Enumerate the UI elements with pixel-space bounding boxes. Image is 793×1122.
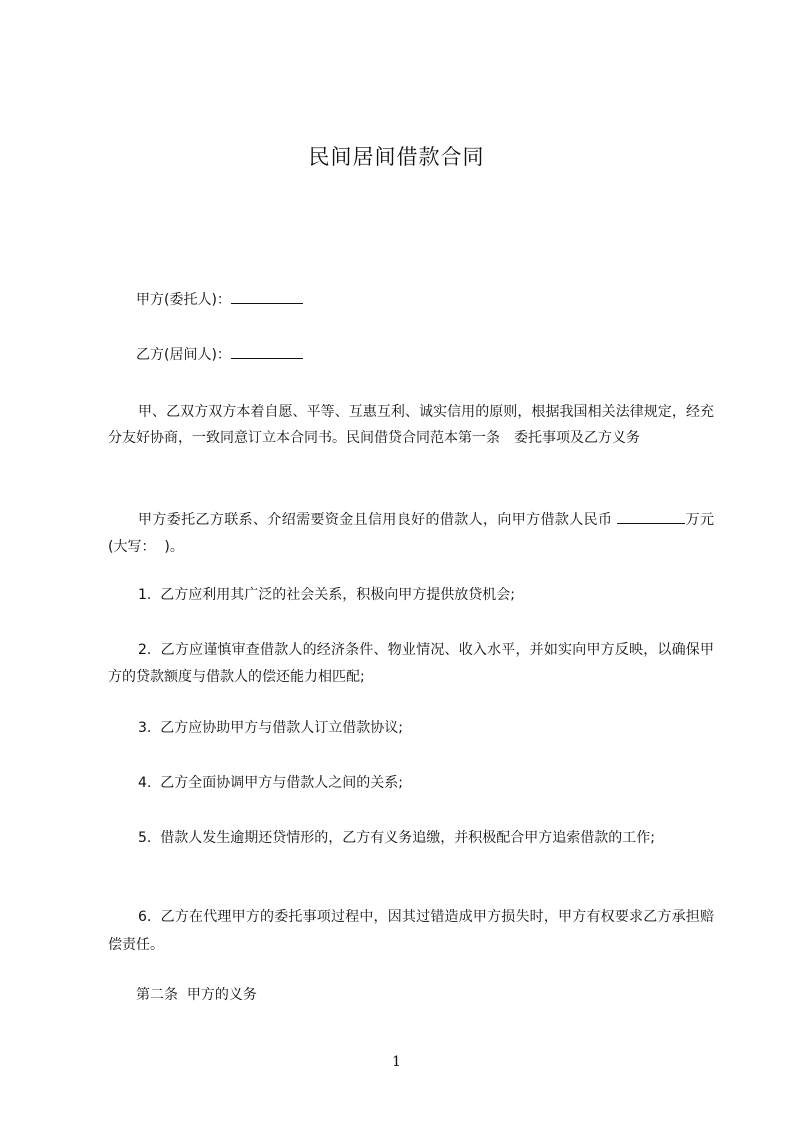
list-item: 4. 乙方全面协调甲方与借款人之间的关系; — [138, 775, 403, 791]
list-item: 3. 乙方应协助甲方与借款人订立借款协议; — [138, 720, 403, 736]
entrust-text-1: 甲方委托乙方联系、介绍需要资金且信用良好的借款人，向甲方借款人民币 — [138, 512, 618, 528]
list-item: 1. 乙方应利用其广泛的社会关系，积极向甲方提供放贷机会; — [138, 587, 515, 603]
intro-paragraph: 甲、乙双方双方本着自愿、平等、互惠互利、诚实信用的原则，根据我国相关法律规定，经充分友好协商，一致同意订立本合同书。民间借贷合同范本第一条 委托事项及乙方义务 — [108, 404, 714, 446]
party-a-label: 甲方(委托人)： — [136, 292, 231, 308]
article2-heading: 第二条 甲方的义务 — [136, 987, 257, 1003]
party-b-blank — [231, 344, 303, 359]
party-b-label: 乙方(居间人)： — [136, 347, 231, 363]
entrust-text-2: 万元(大写： )。 — [108, 512, 715, 555]
party-a-line — [136, 289, 696, 311]
page-number: 1 — [392, 1054, 401, 1070]
entrust-paragraph — [108, 507, 714, 561]
amount-blank-2 — [647, 509, 685, 524]
party-b-line — [136, 344, 696, 366]
list-item: 2. 乙方应谨慎审查借款人的经济条件、物业情况、收入水平，并如实向甲方反映，以确保甲方的贷款额度与借款人的偿还能力相匹配; — [108, 642, 714, 685]
document-title: 民间居间借款合同 — [308, 145, 485, 169]
amount-blank-1 — [617, 509, 647, 524]
party-a-blank — [231, 289, 303, 304]
list-item: 5. 借款人发生逾期还贷情形的，乙方有义务追缴，并积极配合甲方追索借款的工作; — [138, 830, 655, 846]
list-item: 6. 乙方在代理甲方的委托事项过程中，因其过错造成甲方损失时，甲方有权要求乙方承担赔偿责任。 — [108, 909, 714, 953]
